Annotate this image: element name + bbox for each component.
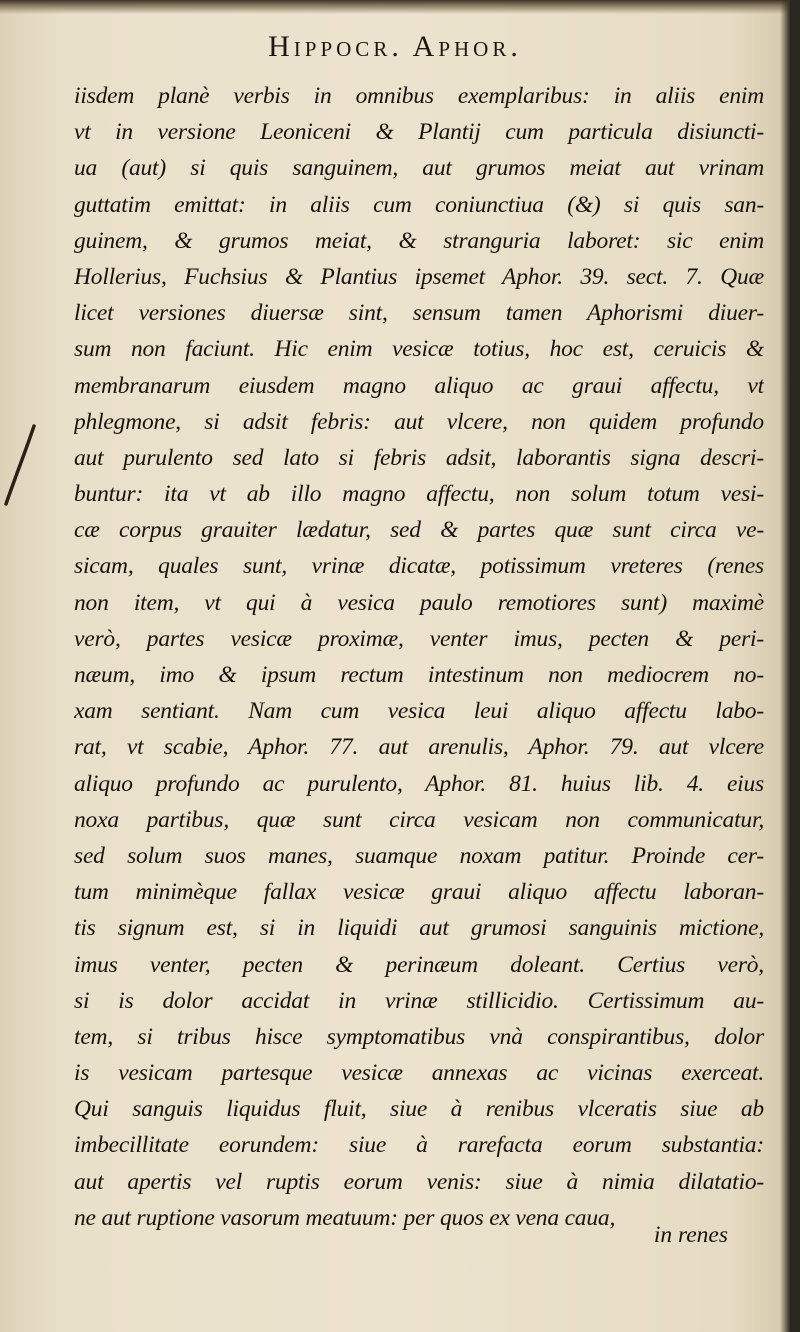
text-line: imbecillitate eorundem: siue à rarefacta eorum substantia: bbox=[74, 1132, 764, 1159]
text-line: sicam, quales sunt, vrinæ dicatæ, potissimum vreteres (renes bbox=[74, 553, 764, 580]
text-line: rat, vt scabie, Aphor. 77. aut arenulis, Aphor. 79. aut vlcere bbox=[74, 734, 764, 761]
text-line: verò, partes vesicæ proximæ, venter imus, pecten & peri- bbox=[74, 625, 764, 652]
text-line: Qui sanguis liquidus fluit, siue à renibus vlceratis siue ab bbox=[74, 1096, 764, 1123]
page-right-edge bbox=[780, 0, 790, 1332]
text-line: membranarum eiusdem magno aliquo ac graui affectu, vt bbox=[74, 372, 764, 399]
text-line: phlegmone, si adsit febris: aut vlcere, non quidem profundo bbox=[74, 408, 764, 435]
text-line: guttatim emittat: in aliis cum coniunctiua (&) si quis san- bbox=[74, 191, 764, 218]
text-line: ua (aut) si quis sanguinem, aut grumos meiat aut vrinam bbox=[74, 155, 764, 182]
text-line: aut purulento sed lato si febris adsit, laborantis signa descri- bbox=[74, 444, 764, 471]
text-line: buntur: ita vt ab illo magno affectu, non solum totum vesi- bbox=[74, 481, 764, 508]
text-line: cæ corpus grauiter lædatur, sed & partes quæ sunt circa ve- bbox=[74, 517, 764, 544]
text-line: non item, vt qui à vesica paulo remotiores sunt) maximè bbox=[74, 589, 764, 616]
text-line: vt in versione Leoniceni & Plantij cum particula disiuncti- bbox=[74, 119, 764, 146]
text-line: tum minimèque fallax vesicæ graui aliquo affectu laboran- bbox=[74, 879, 764, 906]
text-line: imus venter, pecten & perinæum doleant. Certius verò, bbox=[74, 951, 764, 978]
text-line: licet versiones diuersæ sint, sensum tamen Aphorismi diuer- bbox=[74, 300, 764, 327]
text-line: sed solum suos manes, suamque noxam patitur. Proinde cer- bbox=[74, 842, 764, 869]
body-text bbox=[74, 78, 764, 1236]
text-line: iisdem planè verbis in omnibus exemplaribus: in aliis enim bbox=[74, 83, 764, 109]
text-line: aliquo profundo ac purulento, Aphor. 81. huius lib. 4. eius bbox=[74, 770, 764, 797]
text-line: aut apertis vel ruptis eorum venis: siue à nimia dilatatio- bbox=[74, 1168, 764, 1195]
catchword: in renes bbox=[653, 1222, 728, 1248]
text-line: xam sentiant. Nam cum vesica leui aliquo affectu labo- bbox=[74, 698, 764, 725]
text-line: ne aut ruptione vasorum meatuum: per quos ex vena caua, bbox=[74, 1204, 616, 1231]
text-line: si is dolor accidat in vrinæ stillicidio. Certissimum au- bbox=[74, 987, 764, 1014]
text-line: is vesicam partesque vesicæ annexas ac vicinas exerceat. bbox=[74, 1060, 764, 1087]
running-head: Hippocr. Aphor. bbox=[268, 30, 522, 63]
text-line: Hollerius, Fuchsius & Plantius ipsemet Aphor. 39. sect. 7. Quæ bbox=[74, 263, 764, 290]
text-line: noxa partibus, quæ sunt circa vesicam non communicatur, bbox=[74, 806, 764, 833]
text-line: sum non faciunt. Hic enim vesicæ totius, hoc est, ceruicis & bbox=[74, 336, 764, 363]
text-line: næum, imo & ipsum rectum intestinum non mediocrem no- bbox=[74, 662, 764, 688]
margin-slash-mark bbox=[0, 420, 40, 510]
page-top-shadow bbox=[0, 0, 790, 14]
text-line: guinem, & grumos meiat, & stranguria laboret: sic enim bbox=[74, 227, 764, 254]
text-line: tis signum est, si in liquidi aut grumosi sanguinis mictione, bbox=[74, 915, 764, 942]
text-line: tem, si tribus hisce symptomatibus vnà conspirantibus, dolor bbox=[74, 1023, 764, 1050]
